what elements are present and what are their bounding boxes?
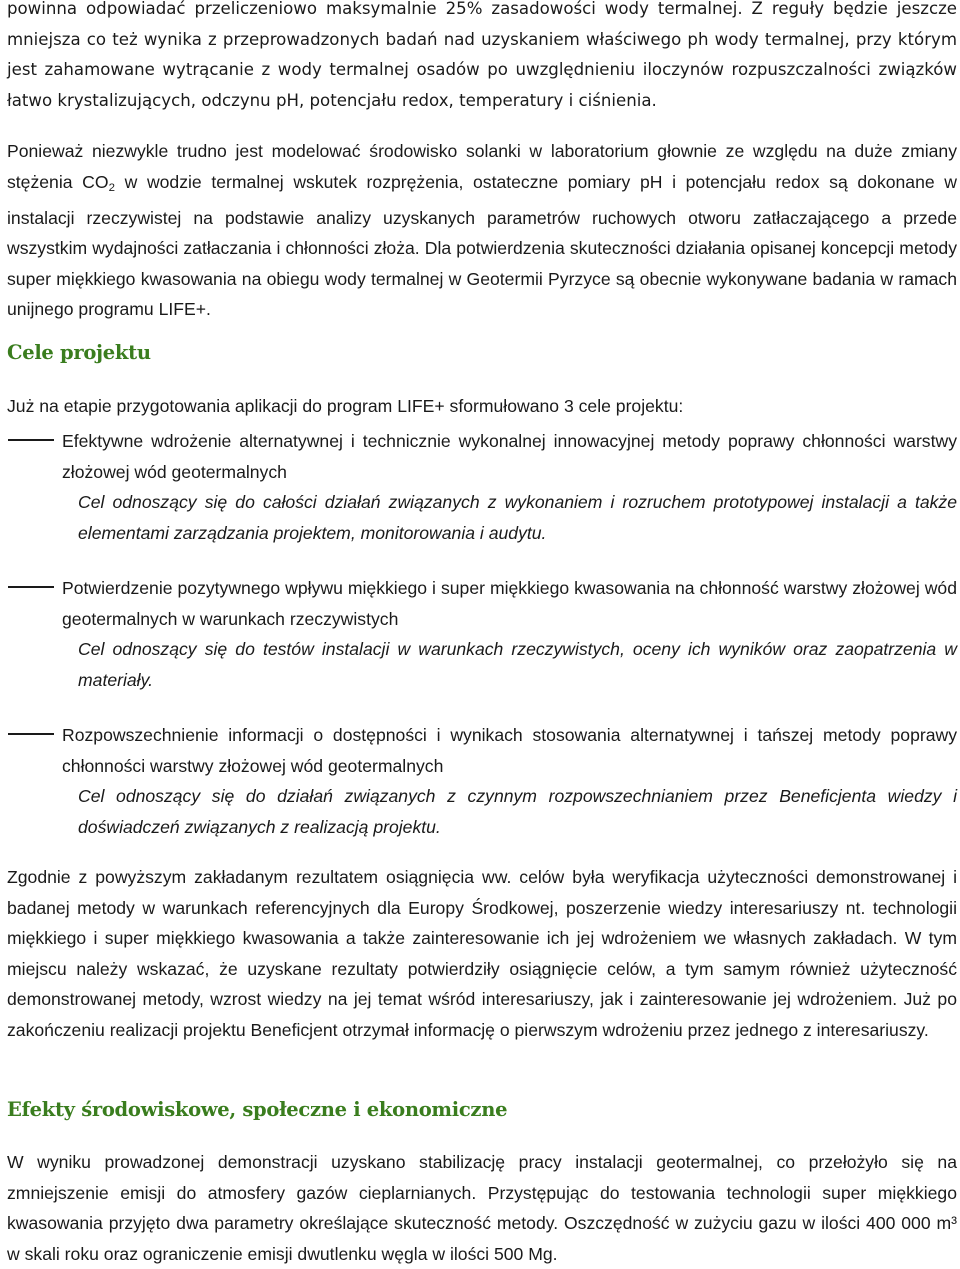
paragraph-modeling-part2: w wodzie termalnej wskutek rozprężenia, ostateczne pomiary pH i potencjału redox są dokonane w instalacji rzeczywistej na podstawie analizy uzyskanych parametrów ruchowych otworu zatłaczającego a przede wszystkim wydajności zatłaczania i chłonności złoża. Dla potwierdzenia skuteczności działania opisanej koncepcji metody super miękkiego kwasowania na obiegu wody termalnej w Geotermii Pyrzyce są obecnie wykonywane badania w ramach unijnego programu LIFE+. [7, 171, 958, 320]
goal-description: Cel odnoszący się do testów instalacji w warunkach rzeczywistych, oceny ich wyników oraz zaopatrzenia w materiały. [78, 639, 957, 690]
paragraph-modeling [7, 136, 957, 325]
paragraph-intro: powinna odpowiadać przeliczeniowo maksymalnie 25% zasadowości wody termalnej. Z reguły będzie jeszcze mniejsza co też wynika z przeprowadzonych badań nad uzyskaniem właściwego ph wody termalnej, przy którym jest zahamowane wytrącanie z wody termalnej osadów po uwzględnieniu iloczynów rozpuszczalności związków łatwo krystalizujących, odczynu pH, potencjału redox, temperatury i ciśnienia. [7, 0, 957, 110]
goal-description: Cel odnoszący się do całości działań związanych z wykonaniem i rozruchem prototypowej instalacji a także elementami zarządzania projektem, monitorowania i audytu. [78, 492, 957, 543]
dash-bullet-icon [8, 586, 54, 588]
paragraph-modeling-part1: Ponieważ niezwykle trudno jest modelować środowisko solanki w laboratorium głownie ze względu na duże zmiany stężenia CO [7, 141, 957, 192]
paragraph-effects: W wyniku prowadzonej demonstracji uzyskano stabilizację pracy instalacji geotermalnej, co przełożyło się na zmniejszenie emisji do atmosfery gazów cieplarnianych. Przystępując do testowania technologii super miękkiego kwasowania przyjęto dwa parametry określające skuteczność metody. Oszczędność w zużyciu gazu w ilości 400 000 m³ w skali roku oraz ograniczenie emisji dwutlenku węgla w ilości 500 Mg. [7, 1152, 957, 1264]
heading-effects: Efekty środowiskowe, społeczne i ekonomiczne [7, 1098, 508, 1121]
goal-description: Cel odnoszący się do działań związanych z czynnym rozpowszechnianiem przez Beneficjenta wiedzy i doświadczeń związanych z realizacją projektu. [78, 786, 957, 837]
goal-title: Efektywne wdrożenie alternatywnej i technicznie wykonalnej innowacyjnej metody poprawy chłonności warstwy złożowej wód geotermalnych [62, 431, 957, 482]
paragraph-goals-intro: Już na etapie przygotowania aplikacji do program LIFE+ sformułowano 3 cele projektu: [7, 396, 684, 416]
heading-goals: Cele projektu [7, 341, 151, 364]
paragraph-results: Zgodnie z powyższym zakładanym rezultatem osiągnięcia ww. celów była weryfikacja użyteczności demonstrowanej i badanej metody w warunkach referencyjnych dla Europy Środkowej, poszerzenie wiedzy interesariuszy nt. technologii miękkiego i super miękkiego kwasowania a także zainteresowanie ich jej wdrożeniem we własnych zakładach. W tym miejscu należy wskazać, że uzyskane rezultaty potwierdziły osiągnięcie celów, a tym samym również użyteczność demonstrowanej metody, wzrost wiedzy na jej temat wśród interesariuszy, jak i zainteresowanie jej wdrożeniem. Już po zakończeniu realizacji projektu Beneficjent otrzymał informację o pierwszym wdrożeniu przez jednego z interesariuszy. [7, 867, 957, 1040]
co2-subscript: 2 [108, 181, 115, 194]
goal-title: Rozpowszechnienie informacji o dostępności i wynikach stosowania alternatywnej i tańszej metody poprawy chłonności warstwy złożowej wód geotermalnych [62, 725, 957, 776]
goal-title: Potwierdzenie pozytywnego wpływu miękkiego i super miękkiego kwasowania na chłonność warstwy złożowej wód geotermalnych w warunkach rzeczywistych [62, 578, 957, 629]
dash-bullet-icon [8, 439, 54, 441]
dash-bullet-icon [8, 733, 54, 735]
